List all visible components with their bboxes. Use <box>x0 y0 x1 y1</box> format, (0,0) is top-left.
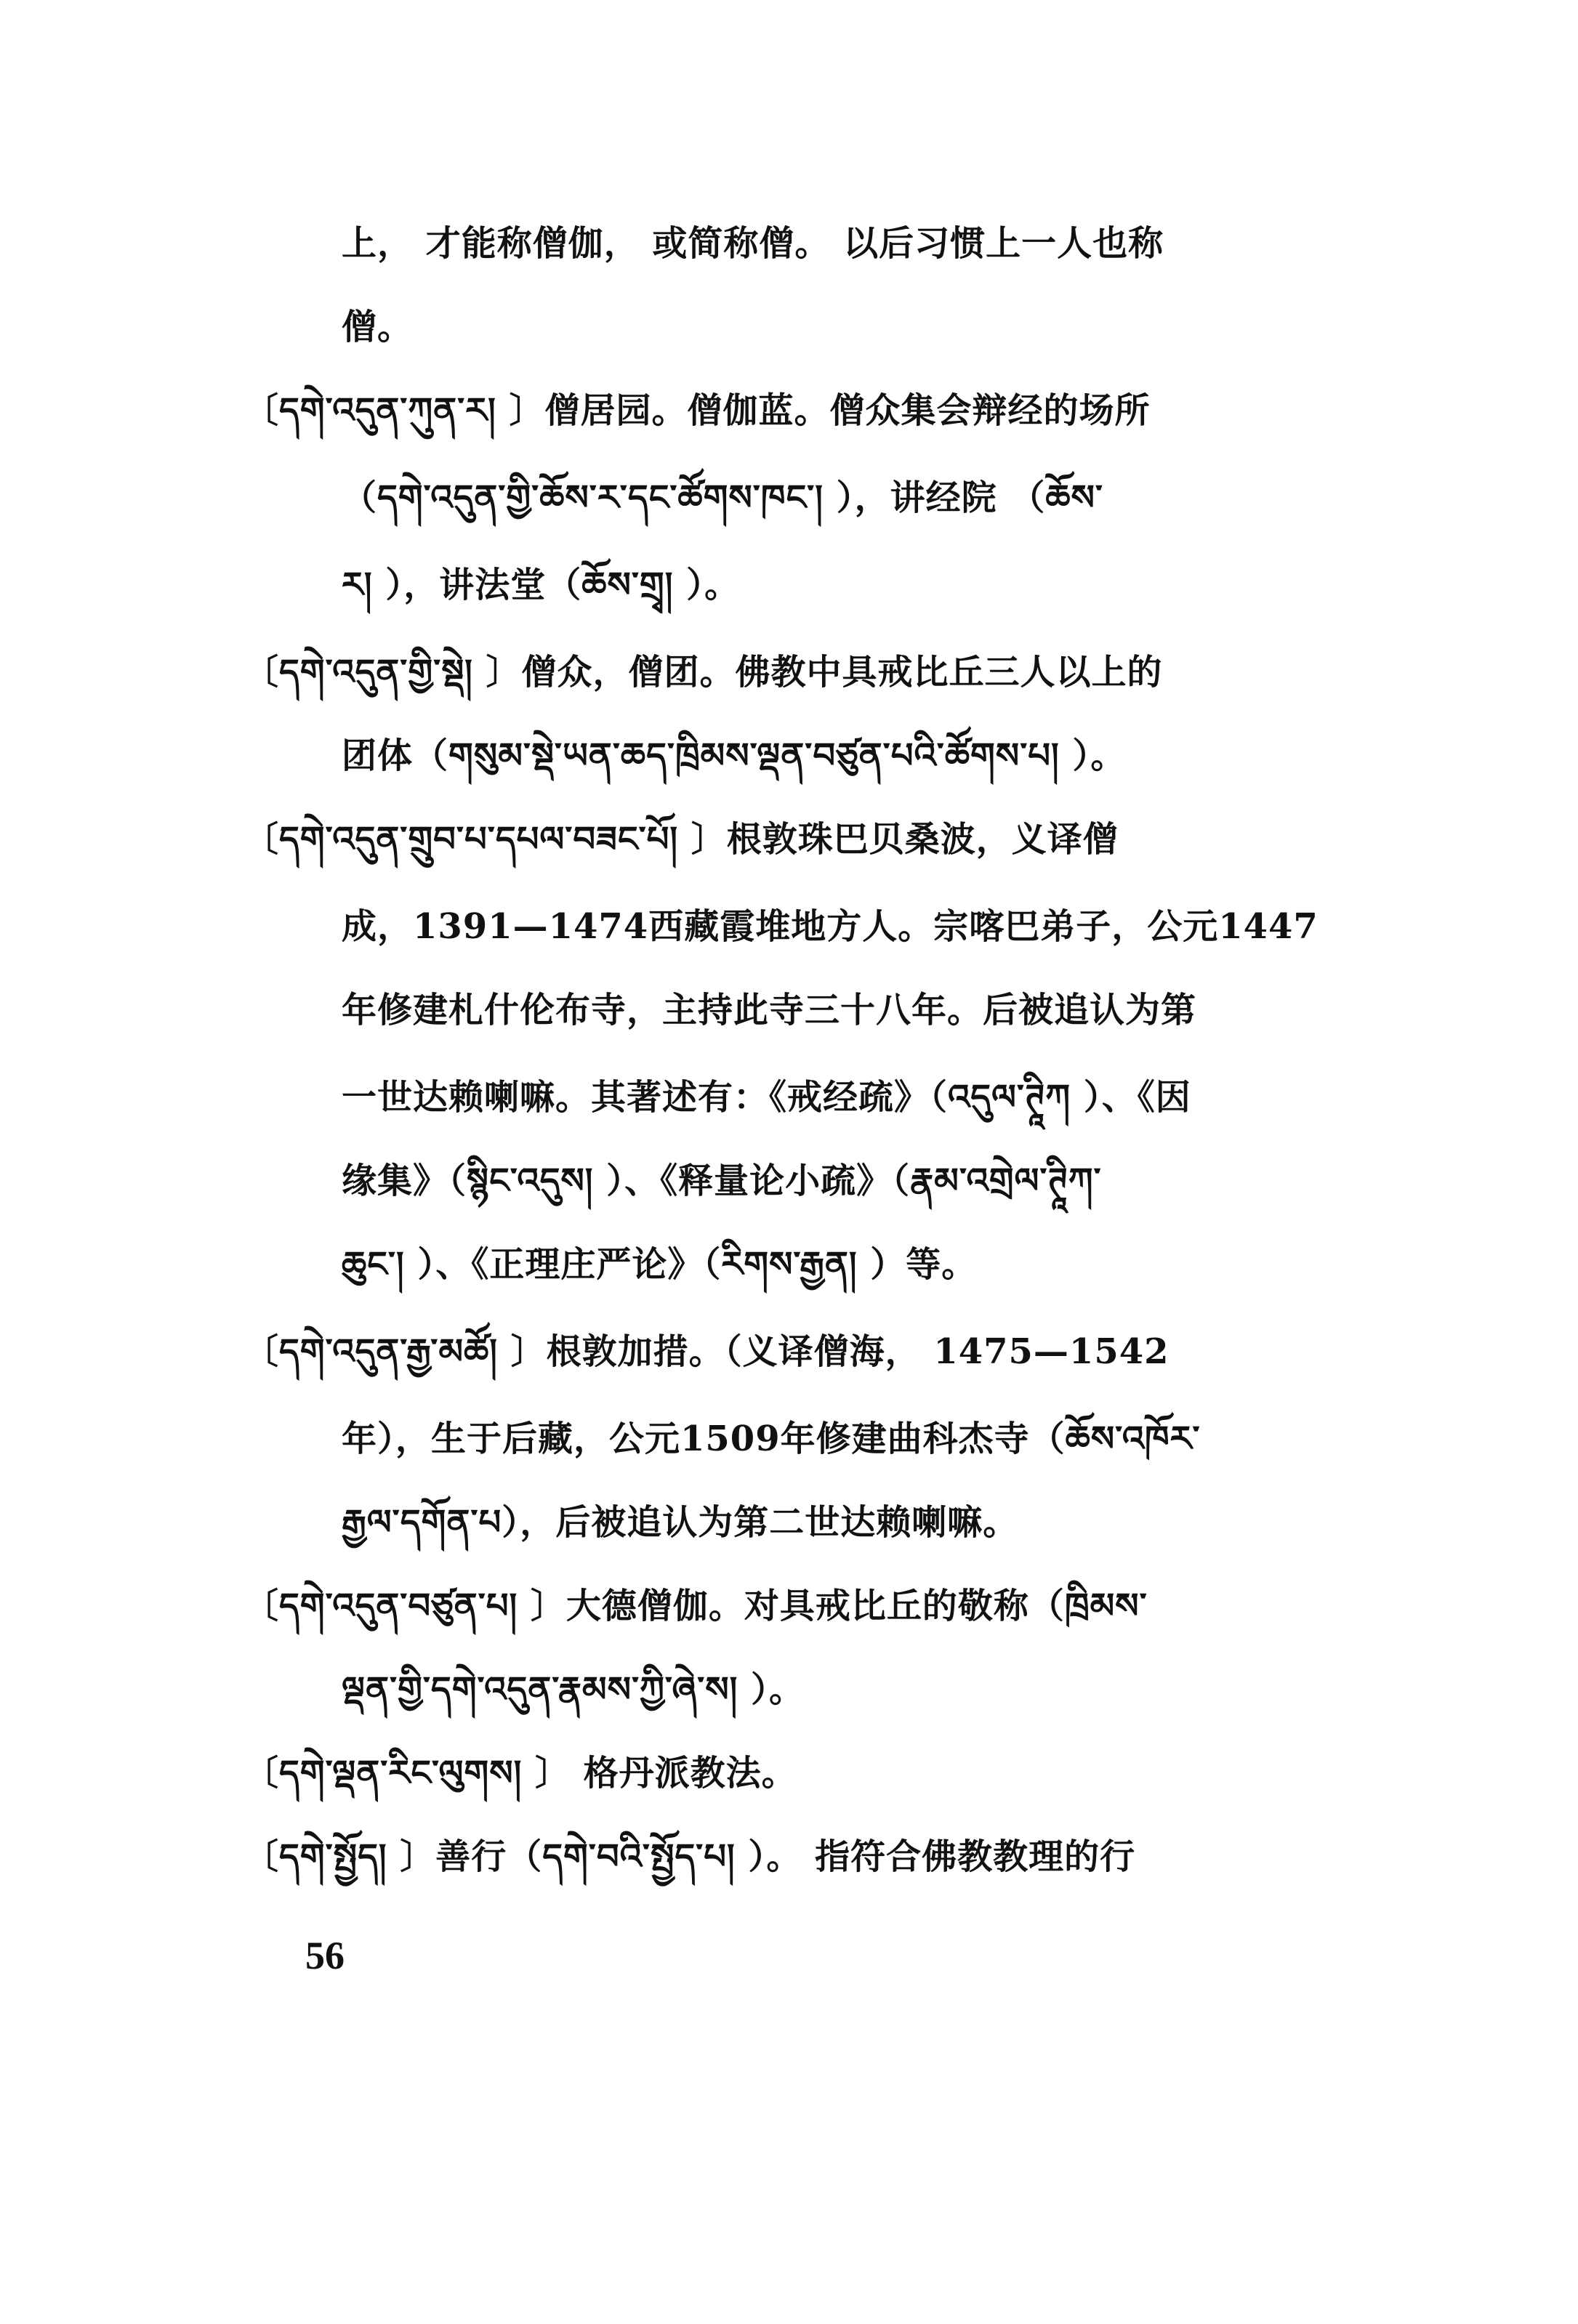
text-line: ར། ），讲法堂（ཆོས་གྲྭ། ）。 <box>342 565 741 605</box>
text-line: （དགེ་འདུན་གྱི་ཆོས་ར་དང་ཚོགས་ཁང་། ），讲经院 （ཆོས་ <box>342 477 1103 518</box>
text-line: 年），生于后藏，公元1509年修建曲科杰寺（ཆོས་འཁོར་ <box>342 1419 1201 1459</box>
text-line: 年修建札什伦布寺，主持此寺三十八年。后被追认为第 <box>342 990 1197 1030</box>
text-line: 一世达赖喇嘛。其著述有：《戒经疏》（འདུལ་ཊཱིཀ ）、《因 <box>342 1077 1191 1118</box>
entry-headword-line: 〔དགེ་འདུན་བཙུན་པ། 〕大德僧伽。对具戒比丘的敬称（ཁྲིམས་ <box>243 1586 1148 1626</box>
entry-headword-line: 〔དགེ་འདུན་གྲུབ་པ་དཔལ་བཟང་པོ། 〕根敦珠巴贝桑波，义译僧 <box>243 819 1119 860</box>
text-line: ཆུང་། ）、《正理庄严论》（རིགས་རྒྱན། ）等。 <box>342 1244 978 1285</box>
text-line: 僧。 <box>342 307 414 347</box>
text-line: 缘集》（སྙིང་འདུས། ）、《释量论小疏》（རྣམ་འགྲེལ་ཊཱིཀ་ <box>342 1161 1102 1201</box>
entry-headword-line: 〔དགེ་ལྡན་རིང་ལུགས། 〕 格丹派教法。 <box>243 1753 797 1794</box>
page-number: 56 <box>305 1934 345 1977</box>
entry-headword-line: 〔དགེ་འདུན་རྒྱ་མཚོ། 〕根敦加措。（义译僧海， 1475—1542 <box>243 1331 1170 1372</box>
text-line: རྒྱལ་དགོན་པ），后被追认为第二世达赖喇嘛。 <box>342 1502 1019 1543</box>
entry-headword-line: 〔དགེ་འདུན་གྱི་སྡེ། 〕僧众，僧团。佛教中具戒比丘三人以上的 <box>243 652 1163 693</box>
text-line: ལྡན་གྱི་དགེ་འདུན་རྣམས་ཀྱི་ཞེ་ས། ）。 <box>342 1669 805 1710</box>
entry-headword-line: 〔དགེ་སྤྱོད། 〕善行（དགེ་བའི་སྤྱོད་པ། ）。 指符合佛教教理的行 <box>243 1836 1136 1877</box>
text-line: 团体（གསུམ་སྡེ་ཡན་ཆད་ཁྲིམས་ལྡན་བཙུན་པའི་ཚོགས་པ། ）。 <box>342 735 1127 776</box>
text-line: 上， 才能称僧伽， 或简称僧。 以后习惯上一人也称 <box>342 223 1164 264</box>
entry-headword-line: 〔དགེ་འདུན་ཀུན་ར། 〕僧居园。僧伽蓝。僧众集会辩经的场所 <box>243 390 1151 431</box>
text-line: 成，1391—1474西藏霞堆地方人。宗喀巴弟子，公元1447 <box>342 906 1319 947</box>
